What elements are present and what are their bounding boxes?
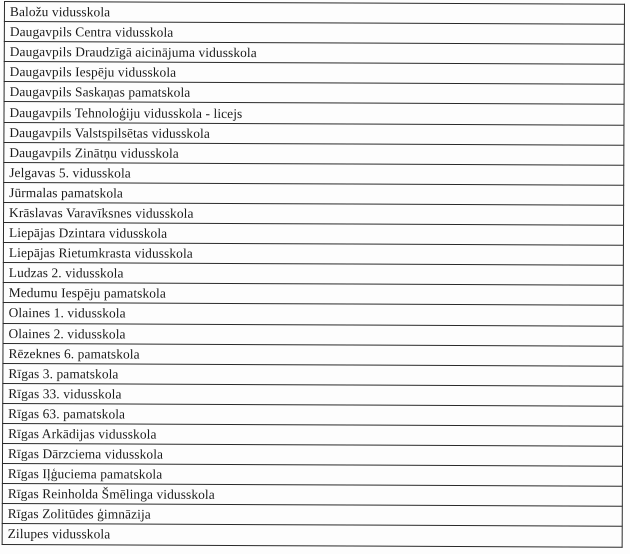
- school-name-cell: Jelgavas 5. vidusskola: [4, 162, 624, 185]
- table-row: [3, 323, 623, 346]
- table-row: [3, 363, 623, 386]
- table-row: [3, 223, 623, 246]
- table-row: [4, 202, 624, 225]
- table-row: [3, 343, 623, 366]
- school-name-cell: Daugavpils Draudzīgā aicinājuma vidusskola: [4, 42, 624, 65]
- school-name-cell: Baložu vidusskola: [4, 2, 624, 25]
- school-name-cell: Zilupes vidusskola: [2, 524, 622, 547]
- school-name-cell: Rīgas 33. vidusskola: [3, 383, 623, 406]
- school-name-cell: Rīgas Zolitūdes ģimnāzija: [2, 504, 622, 527]
- school-name-cell: Daugavpils Centra vidusskola: [4, 22, 624, 45]
- table-row: [4, 42, 624, 65]
- school-name-cell: Daugavpils Valstspilsētas vidusskola: [4, 122, 624, 145]
- table-row: [4, 182, 624, 205]
- table-row: [3, 383, 623, 406]
- school-name-cell: Rīgas 3. pamatskola: [3, 363, 623, 386]
- school-name-cell: Liepājas Rietumkrasta vidusskola: [3, 243, 623, 266]
- table-row: [3, 263, 623, 286]
- table-row: [3, 283, 623, 306]
- school-name-cell: Daugavpils Iespēju vidusskola: [4, 62, 624, 85]
- school-name-cell: Daugavpils Zinātņu vidusskola: [4, 142, 624, 165]
- school-name-cell: Daugavpils Saskaņas pamatskola: [4, 82, 624, 105]
- school-name-cell: Rīgas Arkādijas vidusskola: [3, 423, 623, 446]
- school-name-cell: Ludzas 2. vidusskola: [3, 263, 623, 286]
- school-name-cell: Liepājas Dzintara vidusskola: [3, 223, 623, 246]
- school-name-cell: Rīgas Dārzciema vidusskola: [2, 444, 622, 467]
- table-row: [4, 82, 624, 105]
- school-name-cell: Olaines 2. vidusskola: [3, 323, 623, 346]
- table-row: [3, 303, 623, 326]
- school-name-cell: Rēzeknes 6. pamatskola: [3, 343, 623, 366]
- table-row: [3, 423, 623, 446]
- table-row: [4, 142, 624, 165]
- table-row: [4, 122, 624, 145]
- table-row: [2, 504, 622, 527]
- school-name-cell: Olaines 1. vidusskola: [3, 303, 623, 326]
- table-row: [2, 524, 622, 547]
- table-row: [2, 484, 622, 507]
- table-row: [3, 243, 623, 266]
- school-name-cell: Daugavpils Tehnoloģiju vidusskola - licejs: [4, 102, 624, 125]
- table-row: [4, 102, 624, 125]
- table-row: [2, 464, 622, 487]
- table-row: [3, 403, 623, 426]
- schools-table: [2, 1, 625, 547]
- school-name-cell: Krāslavas Varavīksnes vidusskola: [4, 202, 624, 225]
- schools-table-body: [2, 2, 624, 547]
- school-name-cell: Rīgas 63. pamatskola: [3, 403, 623, 426]
- school-name-cell: Rīgas Reinholda Šmēlinga vidusskola: [2, 484, 622, 507]
- school-name-cell: Rīgas Iļģuciema pamatskola: [2, 464, 622, 487]
- school-name-cell: Jūrmalas pamatskola: [4, 182, 624, 205]
- table-row: [4, 162, 624, 185]
- table-row: [2, 444, 622, 467]
- school-name-cell: Medumu Iespēju pamatskola: [3, 283, 623, 306]
- table-row: [4, 2, 624, 25]
- table-row: [4, 22, 624, 45]
- table-row: [4, 62, 624, 85]
